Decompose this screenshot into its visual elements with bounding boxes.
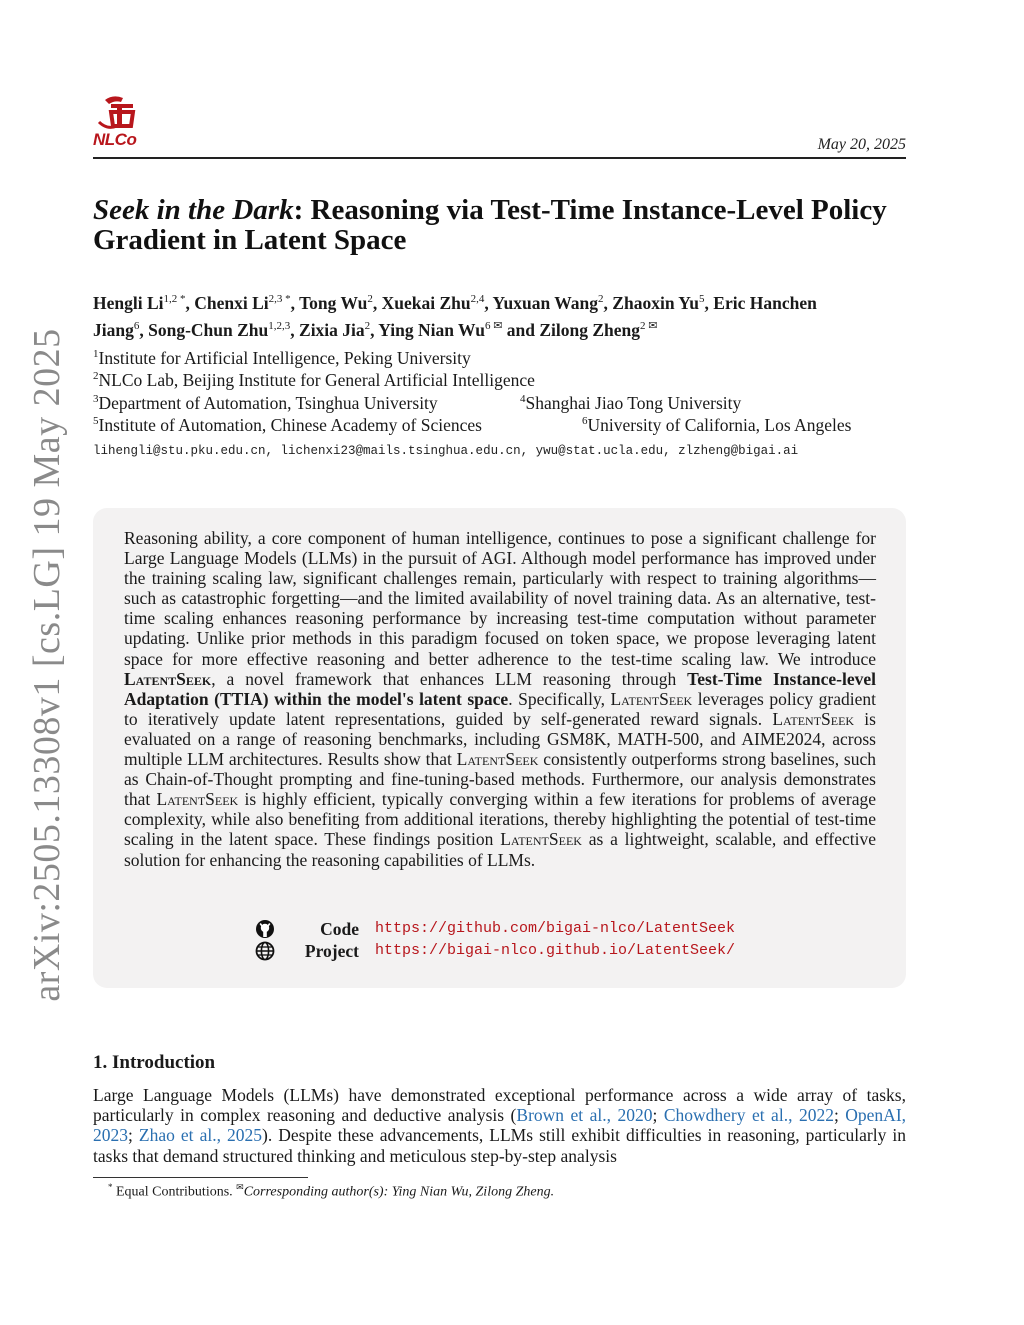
project-label: Project xyxy=(304,941,359,961)
globe-icon xyxy=(255,941,275,961)
citation-link[interactable]: Brown et al., 2020 xyxy=(516,1105,653,1126)
publication-date: May 20, 2025 xyxy=(817,136,906,153)
github-icon xyxy=(255,919,275,939)
logo-glyph-icon xyxy=(93,92,153,132)
affiliation-4: $^4$Shanghai Jiao Tong University xyxy=(520,392,742,413)
code-url-link[interactable]: https://github.com/bigai-nlco/LatentSeek xyxy=(375,920,736,937)
title-italic: Seek in the Dark xyxy=(93,194,294,226)
citation-link[interactable]: OpenAI, 2023 xyxy=(93,1105,907,1146)
nlco-logo xyxy=(93,92,173,152)
affiliation-2: $^2$NLCo Lab, Beijing Institute for General Artificial Intelligence xyxy=(93,369,535,390)
arxiv-id-text: arXiv:2505.13308v1 [cs.LG] 19 May 2025 xyxy=(26,328,68,1002)
citation-link[interactable]: Chowdhery et al., 2022 xyxy=(663,1105,834,1126)
author: Jiang xyxy=(93,319,134,340)
author-line-1: Hengli $Li^{1,2 *}$, Chenxi $Li^{2,3 *}$, Tong Wu$^2$, Xuekai Zhu$^{2,4}$, Yuxuan Wang$^2$, Zhaoxin Yu$^5$, Eric Hanchen xyxy=(93,292,817,313)
author: Eric Hanchen xyxy=(713,292,817,313)
author: Zilong Zheng xyxy=(539,319,641,340)
footnote-rule xyxy=(93,1177,308,1178)
author: Chenxi Li xyxy=(194,292,269,313)
author: Yuxuan Wang xyxy=(492,292,599,313)
section-heading: 1. Introduction xyxy=(93,1052,216,1073)
citation-link[interactable]: Zhao et al., 2025 xyxy=(138,1125,263,1146)
affiliation-6: $^6$University of California, Los Angeles xyxy=(582,414,852,435)
code-link-row xyxy=(255,918,735,940)
project-url-link[interactable]: https://bigai-nlco.github.io/LatentSeek/ xyxy=(375,942,736,959)
resource-links xyxy=(255,918,735,962)
abstract-text: Reasoning ability, a core component of human intelligence, continues to pose a significant challenge for Large Language Models (LLMs) in the pursuit of AGI. Although model performance has improved under the training scaling law, significant challenges remain, particularly with respect to training algorithms—such as catastrophic forgetting—and the limited availability of novel training data. As an alternative, test-time scaling enhances reasoning performance by increasing test-time computation without parameter updating. Unlike prior methods in this paradigm focused on token space, we propose leveraging latent space for more effective reasoning and better adherence to the test-time scaling law. We introduce LatentSeek, a novel framework that enhances LLM reasoning through Test-Time Instance-level Adaptation (TTIA) within the model's latent space. Specifically, LatentSeek leverages policy gradient to iteratively update latent representations, guided by self-generated reward signals. LatentSeek is evaluated on a range of reasoning benchmarks, including GSM8K, MATH-500, and AIME2024, across multiple LLM architectures. Results show that LatentSeek consistently outperforms strong baselines, such as Chain-of-Thought prompting and fine-tuning-based methods. Furthermore, our analysis demonstrates that LatentSeek is highly efficient, typically converging within a few iterations for problems of average complexity, while also benefiting from additional iterations, thereby highlighting the potential of test-time scaling in the latent space. These findings position LatentSeek as a lightweight, scalable, and effective solution for enhancing the reasoning capabilities of LLMs. xyxy=(124,528,876,870)
affiliation-5: $^5$Institute of Automation, Chinese Academy of Sciences xyxy=(93,414,482,435)
author: Song-Chun Zhu xyxy=(148,319,269,340)
footnote: * Equal Contributions. ✉Corresponding author(s): Ying Nian Wu, Zilong Zheng. xyxy=(108,1182,555,1200)
method-name-bold: LatentSeek xyxy=(124,668,212,689)
affiliation-3: $^3$Department of Automation, Tsinghua University xyxy=(93,392,438,413)
author: Tong Wu xyxy=(299,292,368,313)
arxiv-side-stamp xyxy=(26,328,68,1002)
title-rest: : Reasoning via Test-Time Instance-Level Policy Gradient in Latent Space xyxy=(93,194,887,256)
code-label: Code xyxy=(320,919,359,939)
header-rule xyxy=(93,157,906,159)
intro-paragraph: Large Language Models (LLMs) have demonstrated exceptional performance across a wide array of tasks, particularly in complex reasoning and deductive analysis (Brown et al., 2020; Chowdhery et al., 2022; OpenAI, 2023; Zhao et al., 2025). Despite these advancements, LLMs still exhibit difficulties in reasoning, particularly in tasks that demand structured thinking and meticulous step-by-step analysis xyxy=(93,1085,907,1166)
author: Zixia Jia xyxy=(299,319,365,340)
affiliation-1: $^1$Institute for Artificial Intelligence, Peking University xyxy=(93,347,471,368)
project-link-row xyxy=(255,940,735,962)
abstract-bold-phrase: Test-Time Instance-level Adaptation (TTIA) within the model's latent space xyxy=(124,668,876,709)
logo-text: NLCo xyxy=(93,130,137,149)
author-list xyxy=(93,288,923,342)
mail-icon: ✉ xyxy=(236,1182,244,1192)
author-conjunction: and xyxy=(506,319,535,340)
author: Zhaoxin Yu xyxy=(612,292,700,313)
paper-title xyxy=(93,195,923,255)
author-line-2: Jiang$^6$, Song-Chun Zhu$^{1,2,3}$, Zixia Jia$^2$, Ying Nian $Wu^{6 ✉}$ and Zilong Zheng$^{2 ✉}$ xyxy=(93,319,658,340)
author: Hengli Li xyxy=(93,292,164,313)
author: Ying Nian Wu xyxy=(378,319,485,340)
author-emails: lihengli@stu.pku.edu.cn, lichenxi23@mails.tsinghua.edu.cn, ywu@stat.ucla.edu, zlzheng@bigai.ai xyxy=(93,444,799,458)
author: Xuekai Zhu xyxy=(381,292,471,313)
